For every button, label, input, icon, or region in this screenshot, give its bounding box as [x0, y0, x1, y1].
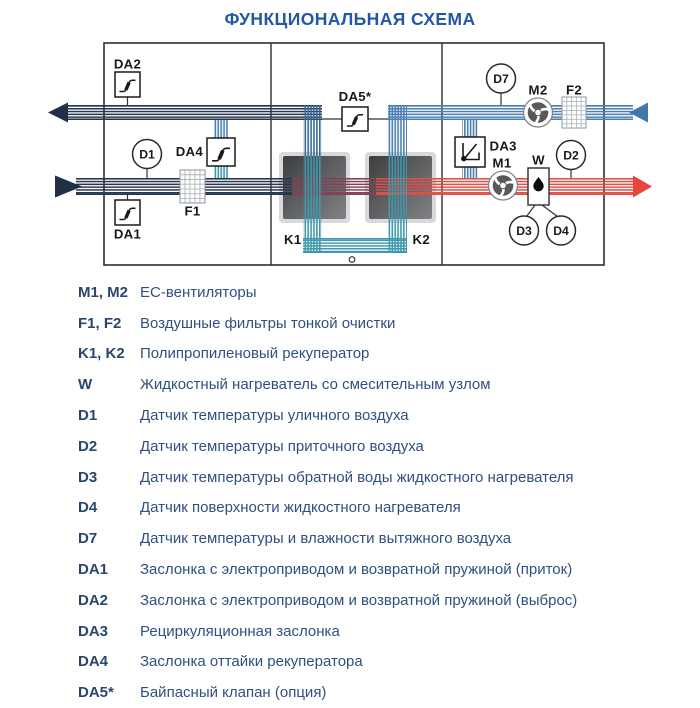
legend-desc: Датчик температуры уличного воздуха — [140, 407, 409, 425]
legend-desc: Заслонка оттайки рекуператора — [140, 653, 363, 671]
legend-desc: Рециркуляционная заслонка — [140, 622, 340, 640]
label-f2: F2 — [566, 82, 582, 98]
legend-row — [78, 647, 690, 678]
legend-row — [78, 431, 690, 462]
legend-desc: Полипропиленовый рекуператор — [140, 345, 370, 363]
drain-port — [349, 257, 355, 263]
svg-text:D3: D3 — [516, 223, 532, 238]
legend-key: D2 — [78, 437, 98, 455]
legend-desc: Заслонка с электроприводом и возвратной пружиной (приток) — [140, 561, 573, 579]
page-title: ФУНКЦИОНАЛЬНАЯ СХЕМА — [224, 9, 476, 29]
label-da4: DA4 — [175, 144, 203, 159]
legend-desc: EC-вентиляторы — [140, 283, 257, 301]
sensor-d7 — [487, 64, 516, 93]
filter-f1 — [180, 170, 205, 203]
legend-key: D4 — [78, 499, 98, 517]
legend-row — [78, 523, 690, 554]
damper-da1 — [115, 200, 140, 225]
damper-da5-bypass — [342, 107, 368, 131]
legend — [78, 277, 690, 708]
legend-key: DA1 — [78, 561, 109, 579]
legend-key: D1 — [78, 407, 98, 425]
damper-da4 — [207, 138, 235, 166]
legend-row — [78, 677, 690, 708]
label-da1: DA1 — [113, 226, 142, 242]
legend-key: DA3 — [78, 622, 109, 640]
legend-key: F1, F2 — [78, 314, 122, 332]
svg-text:D1: D1 — [139, 147, 155, 162]
legend-key: W — [78, 376, 93, 394]
label-m2: M2 — [528, 82, 548, 98]
exhaust-out-arrow — [48, 103, 68, 123]
legend-row — [78, 400, 690, 431]
damper-da3-recirculation — [455, 137, 485, 167]
svg-text:D4: D4 — [553, 223, 569, 238]
legend-key: D3 — [78, 468, 98, 486]
damper-da2 — [115, 72, 140, 97]
sensor-d1 — [133, 140, 162, 169]
legend-row — [78, 462, 690, 493]
legend-row — [78, 339, 690, 370]
legend-row — [78, 369, 690, 400]
legend-row — [78, 585, 690, 616]
legend-desc: Воздушные фильтры тонкой очистки — [140, 314, 396, 332]
legend-key: DA5* — [78, 684, 114, 702]
legend-row — [78, 308, 690, 339]
legend-desc: Датчик температуры и влажности вытяжного воздуха — [140, 530, 512, 548]
legend-desc: Датчик поверхности жидкостного нагревателя — [140, 499, 461, 517]
legend-desc: Датчик температуры обратной воды жидкостного нагревателя — [140, 468, 574, 486]
label-w: W — [532, 152, 545, 168]
label-da5: DA5* — [338, 89, 372, 104]
label-f1: F1 — [184, 203, 201, 219]
legend-row — [78, 554, 690, 585]
functional-diagram — [0, 38, 700, 270]
legend-desc: Заслонка с электроприводом и возвратной пружиной (выброс) — [140, 591, 578, 609]
fan-m2 — [524, 98, 553, 127]
svg-text:D7: D7 — [493, 71, 509, 86]
legend-key: DA2 — [78, 591, 109, 609]
legend-key: M1, M2 — [78, 283, 129, 301]
legend-desc: Жидкостный нагреватель со смесительным узлом — [140, 376, 491, 394]
sensor-d4 — [547, 216, 576, 245]
legend-row — [78, 277, 690, 308]
legend-desc: Датчик температуры приточного воздуха — [140, 437, 424, 455]
label-da2: DA2 — [113, 56, 142, 72]
sensor-d2 — [557, 141, 586, 170]
water-heater-w — [528, 168, 549, 205]
label-k1: K1 — [284, 232, 302, 247]
legend-key: D7 — [78, 530, 98, 548]
label-da3: DA3 — [489, 138, 517, 154]
legend-desc: Байпасный клапан (опция) — [140, 684, 327, 702]
filter-f2 — [562, 97, 586, 128]
legend-key: DA4 — [78, 653, 109, 671]
svg-text:D2: D2 — [563, 148, 579, 163]
sensor-d3 — [510, 216, 539, 245]
legend-row — [78, 616, 690, 647]
label-m1: M1 — [492, 155, 512, 171]
legend-row — [78, 493, 690, 524]
supply-out-arrow — [633, 176, 652, 198]
label-k2: K2 — [412, 232, 430, 247]
legend-key: K1, K2 — [78, 345, 125, 363]
fan-m1 — [489, 171, 518, 200]
